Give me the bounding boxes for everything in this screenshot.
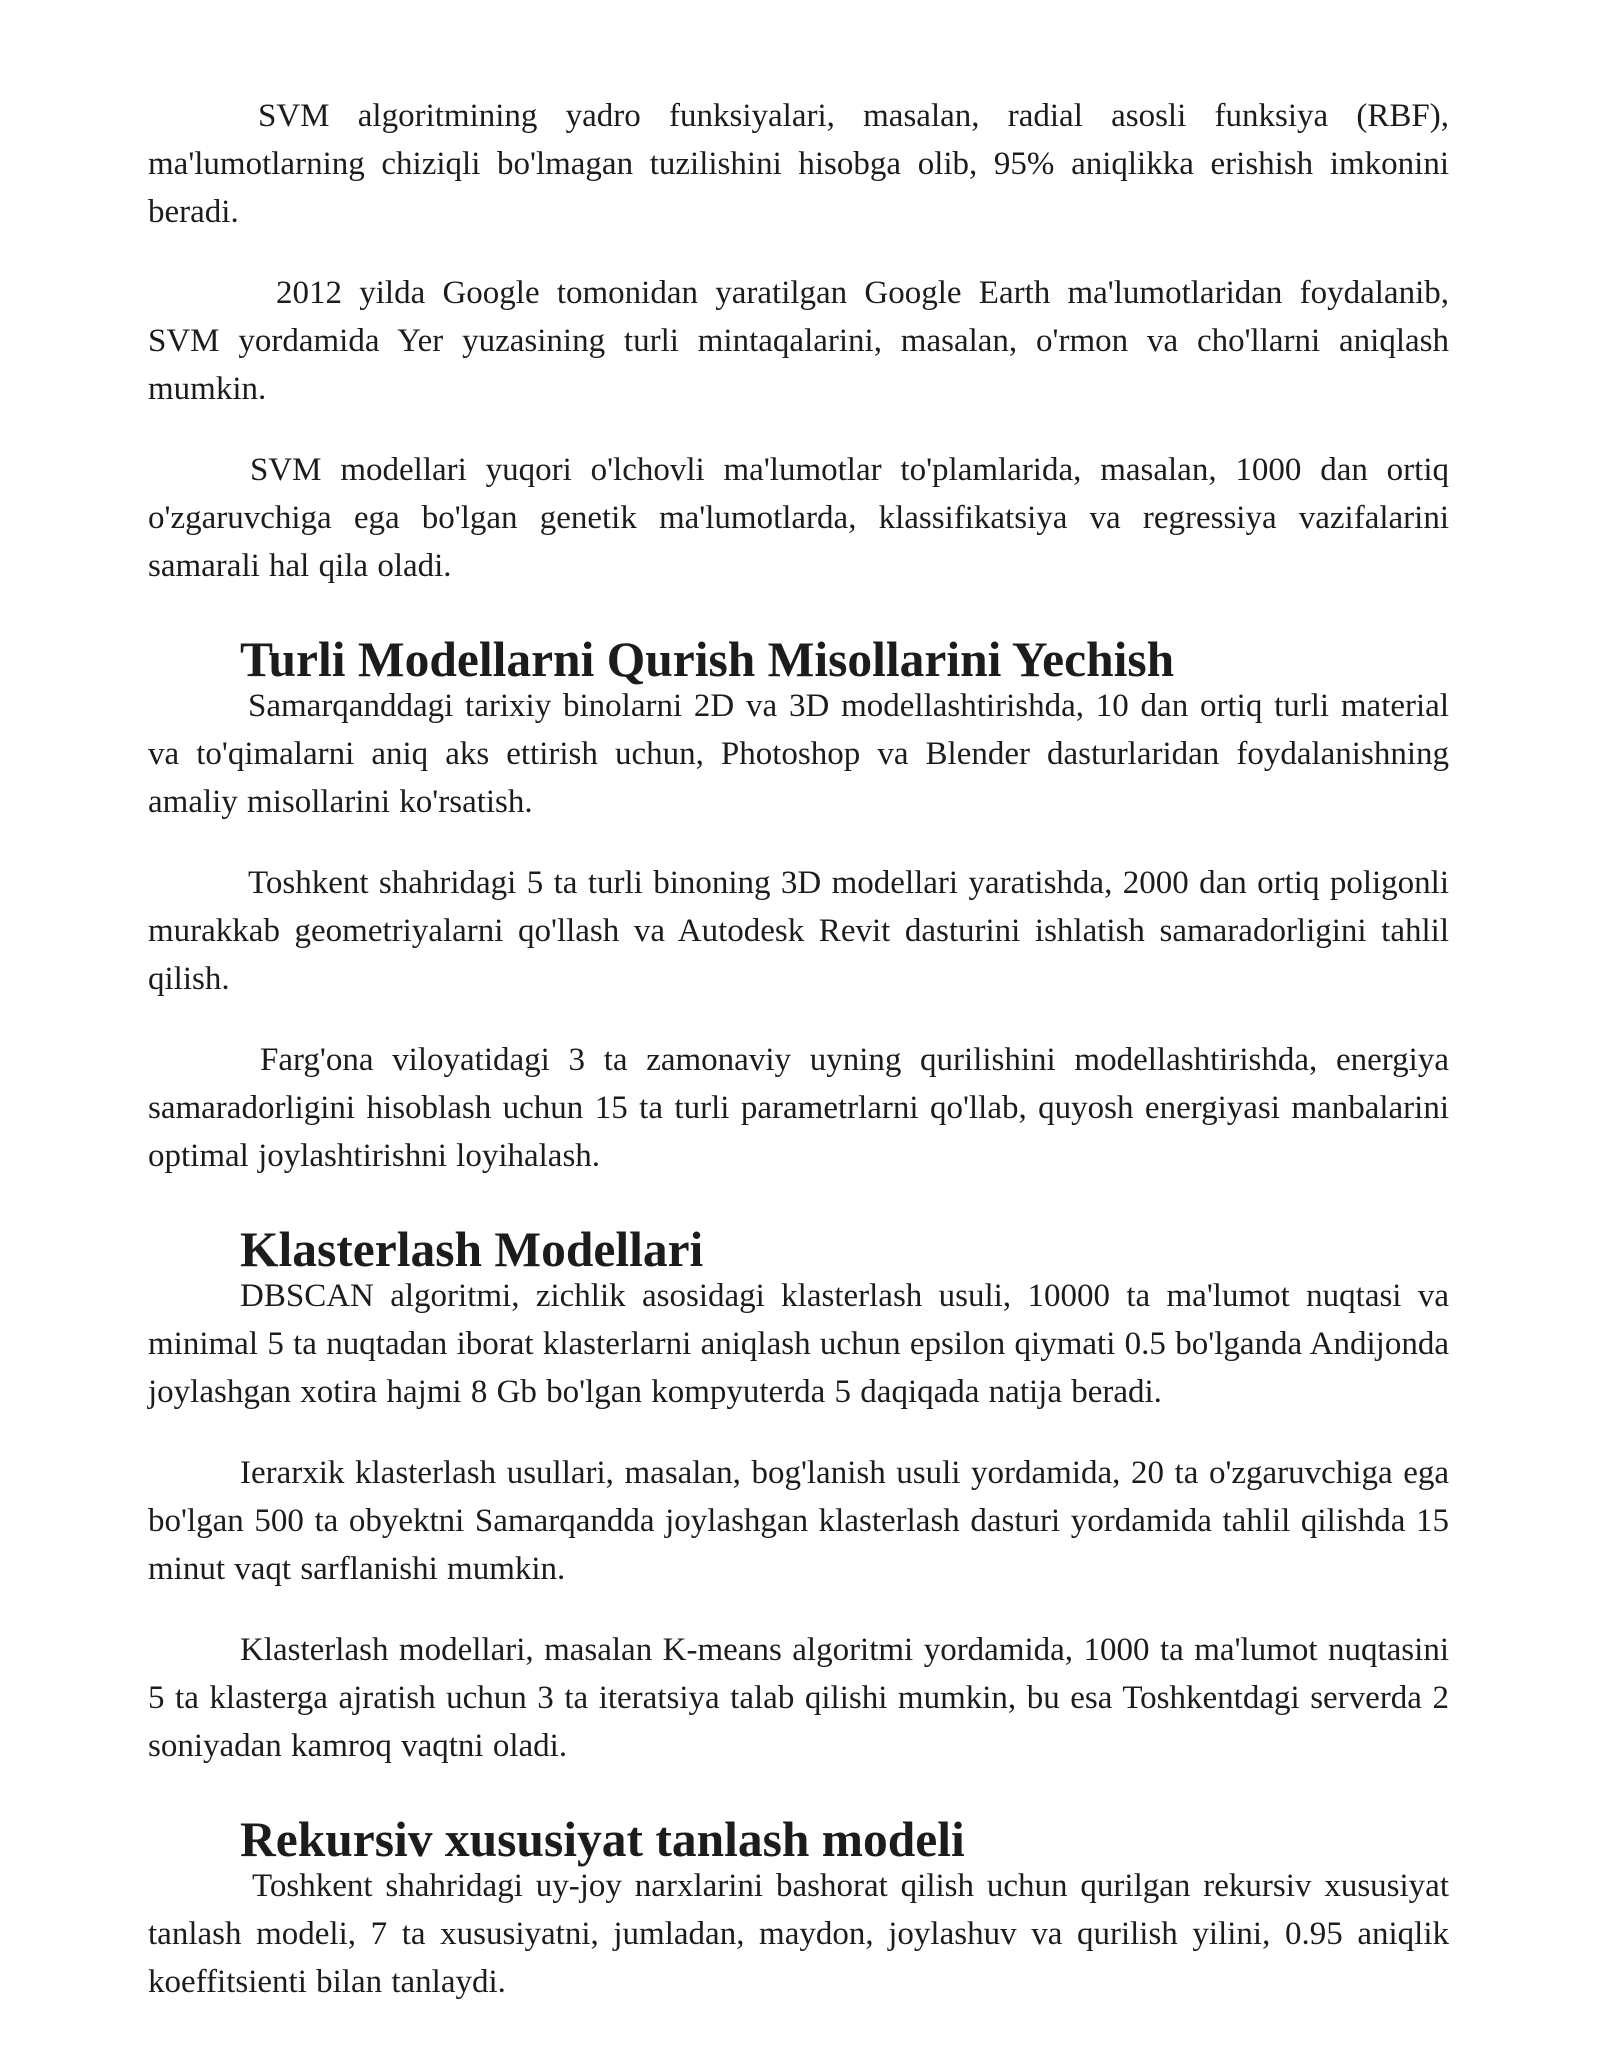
paragraph-hierarchical: Ierarxik klasterlash usullari, masalan, bog'lanish usuli yordamida, 20 ta o'zgaruvchiga ega bo'lgan 500 ta obyektni Samarqandda joylashgan klasterlash dasturi yordamida tahlil qilishda 15 minut vaqt sarflanishi mumkin.: [148, 1455, 1449, 1587]
document-body: [148, 92, 1449, 2006]
paragraph-dbscan: DBSCAN algoritmi, zichlik asosidagi klasterlash usuli, 10000 ta ma'lumot nuqtasi va minimal 5 ta nuqtadan iborat klasterlarni aniqlash uchun epsilon qiymati 0.5 bo'lganda Andijonda joylashgan xotira hajmi 8 Gb bo'lgan kompyuterda 5 daqiqada natija beradi.: [148, 1278, 1449, 1410]
paragraph-toshkent-3d: Toshkent shahridagi 5 ta turli binoning 3D modellari yaratishda, 2000 dan ortiq poligonli murakkab geometriyalarni qo'llash va Autodesk Revit dasturini ishlatish samaradorligini tahlil qilish.: [148, 865, 1449, 997]
heading-clustering-models: Klasterlash Modellari: [240, 1222, 704, 1277]
paragraph-fargona: Farg'ona viloyatidagi 3 ta zamonaviy uyning qurilishini modellashtirishda, energiya samaradorligini hisoblash uchun 15 ta turli parametrlarni qo'llab, quyosh energiyasi manbalarini optimal joylashtirishni loyihalash.: [148, 1042, 1449, 1174]
heading-model-examples: Turli Modellarni Qurish Misollarini Yechish: [240, 632, 1175, 687]
heading-recursive-feature: Rekursiv xususiyat tanlash modeli: [240, 1812, 965, 1867]
paragraph-samarqand-modeling: Samarqanddagi tarixiy binolarni 2D va 3D modellashtirishda, 10 dan ortiq turli material va to'qimalarni aniq aks ettirish uchun, Photoshop va Blender dasturlaridan foydalanishning amaliy misollarini ko'rsatish.: [148, 688, 1449, 820]
paragraph-google-earth: 2012 yilda Google tomonidan yaratilgan Google Earth ma'lumotlaridan foydalanib, SVM yordamida Yer yuzasining turli mintaqalarini, masalan, o'rmon va cho'llarni aniqlash mumkin.: [148, 275, 1449, 407]
paragraph-svm-kernel: SVM algoritmining yadro funksiyalari, masalan, radial asosli funksiya (RBF), ma'lumotlarning chiziqli bo'lmagan tuzilishini hisobga olib, 95% aniqlikka erishish imkonini beradi.: [148, 98, 1449, 230]
paragraph-kmeans: Klasterlash modellari, masalan K-means algoritmi yordamida, 1000 ta ma'lumot nuqtasini 5 ta klasterga ajratish uchun 3 ta iteratsiya talab qilishi mumkin, bu esa Toshkentdagi serverda 2 soniyadan kamroq vaqtni oladi.: [148, 1632, 1449, 1764]
paragraph-svm-high-dim: SVM modellari yuqori o'lchovli ma'lumotlar to'plamlarida, masalan, 1000 dan ortiq o'zgaruvchiga ega bo'lgan genetik ma'lumotlarda, klassifikatsiya va regressiya vazifalarini samarali hal qila oladi.: [148, 452, 1449, 584]
paragraph-recursive-model: Toshkent shahridagi uy-joy narxlarini bashorat qilish uchun qurilgan rekursiv xususiyat tanlash modeli, 7 ta xususiyatni, jumladan, maydon, joylashuv va qurilish yilini, 0.95 aniqlik koeffitsienti bilan tanlaydi.: [148, 1868, 1449, 2000]
